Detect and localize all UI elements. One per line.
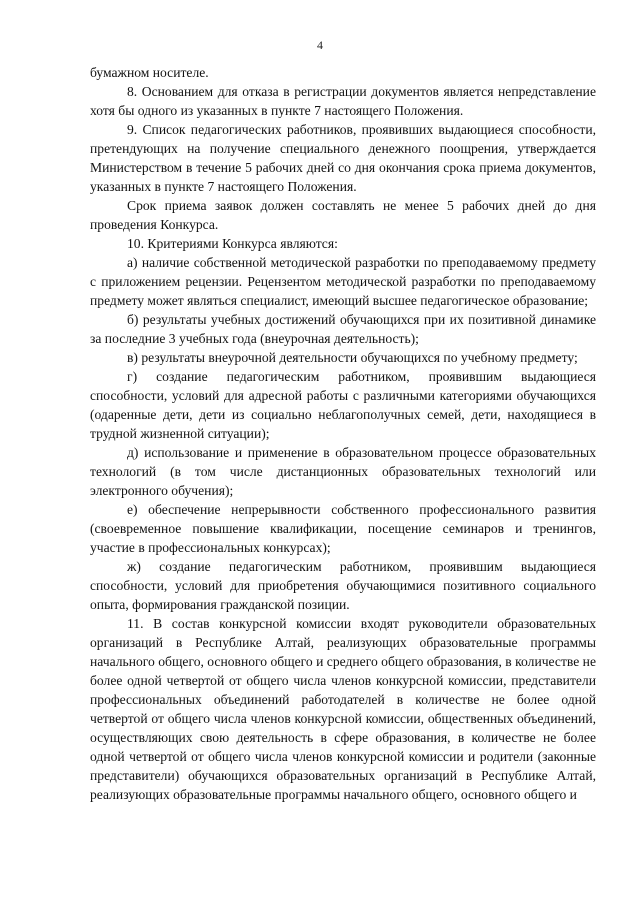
paragraph: Срок приема заявок должен составлять не менее 5 рабочих дней до дня проведения Конкурса. <box>90 198 596 232</box>
paragraph: д) использование и применение в образовательном процессе образовательных технологий (в том числе дистанционных образовательных технологий или электронного обучения); <box>90 445 596 498</box>
paragraph: б) результаты учебных достижений обучающихся при их позитивной динамике за последние 3 учебных года (внеурочная деятельность); <box>90 312 596 346</box>
paragraph: е) обеспечение непрерывности собственного профессионального развития (своевременное повышение квалификации, посещение семинаров и тренингов, участие в профессиональных конкурсах); <box>90 502 596 555</box>
paragraph: 8. Основанием для отказа в регистрации документов является непредставление хотя бы одного из указанных в пункте 7 настоящего Положения. <box>90 84 596 118</box>
paragraph: ж) создание педагогическим работником, проявившим выдающиеся способности, условий для приобретения обучающимися позитивного социального опыта, формирования гражданской позиции. <box>90 559 596 612</box>
paragraph: в) результаты внеурочной деятельности обучающихся по учебному предмету; <box>127 350 578 365</box>
paragraph: г) создание педагогическим работником, проявившим выдающиеся способности, условий для адресной работы с различными категориями обучающихся (одаренные дети, дети из социально неблагополучных семей, дети, находящиеся в трудной жизненной ситуации); <box>90 369 596 441</box>
paragraph: а) наличие собственной методической разработки по преподаваемому предмету с приложением рецензии. Рецензентом методической разработки по преподаваемому предмету может являться специалист, имеющий высшее педагогическое образование; <box>90 255 596 308</box>
paragraph: бумажном носителе. <box>90 65 209 80</box>
paragraph: 9. Список педагогических работников, проявивших выдающиеся способности, претендующих на получение специального денежного поощрения, утверждается Министерством в течение 5 рабочих дней со дня окончания срока приема документов, указанных в пункте 7 настоящего Положения. <box>90 122 596 194</box>
paragraph: 10. Критериями Конкурса являются: <box>127 236 338 251</box>
document-body <box>90 63 596 804</box>
paragraph: 11. В состав конкурсной комиссии входят руководители образовательных организаций в Республике Алтай, реализующих образовательные программы начального общего, основного общего и среднего общего образования, в количестве не более одной четвертой от общего числа членов конкурсной комиссии, представители профессиональных объединений работодателей в количестве не более одной четвертой от общего числа членов конкурсной комиссии, общественных объединений, осуществляющих свою деятельность в сфере образования, в количестве не более одной четвертой от общего числа членов конкурсной комиссии и родители (законные представители) обучающихся образовательных организаций в Республике Алтай, реализующих образовательные программы начального общего, основного общего и <box>90 616 596 802</box>
page-number: 4 <box>317 38 323 52</box>
